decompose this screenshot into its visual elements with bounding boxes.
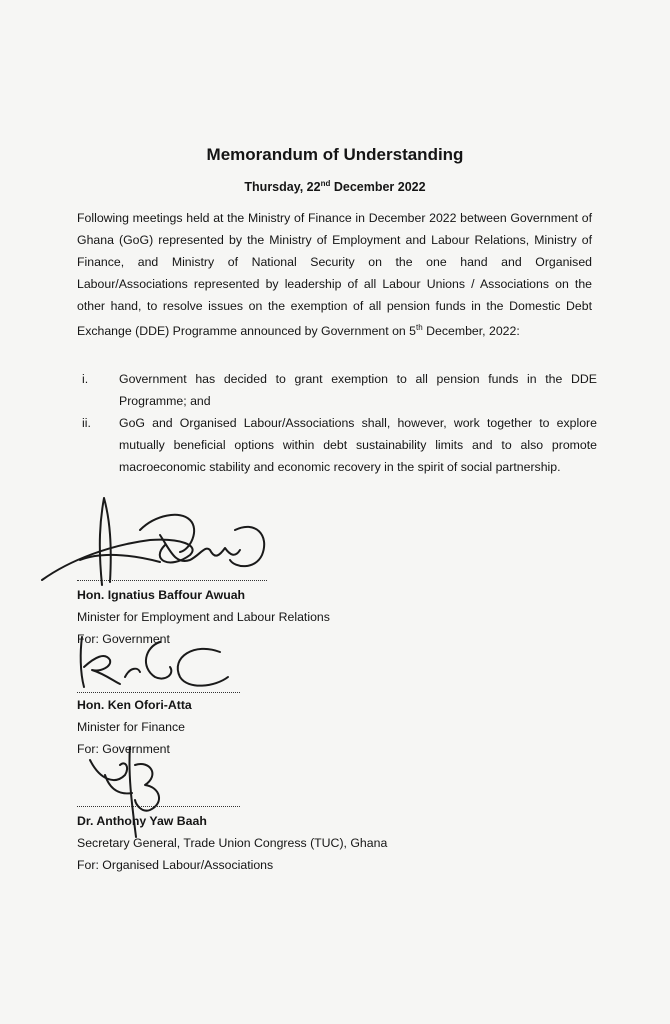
signatory-3 <box>77 810 387 876</box>
signature-2-image <box>70 632 240 692</box>
list-item <box>77 368 597 412</box>
list-item-number: ii. <box>82 416 91 430</box>
signatory-for: For: Government <box>77 742 170 756</box>
signatory-name: Hon. Ignatius Baffour Awuah <box>77 588 246 602</box>
signatory-title: Secretary General, Trade Union Congress (TUC), Ghana <box>77 836 388 850</box>
resolution-list <box>77 368 597 478</box>
signatory-for: For: Government <box>77 632 170 646</box>
signatory-title: Minister for Finance <box>77 720 185 734</box>
signature-line-2 <box>77 692 240 693</box>
signature-line-3 <box>77 806 240 807</box>
date-suffix: December 2022 <box>330 180 426 195</box>
list-item-text: Government has decided to grant exemption to all pension funds in the DDE Programme; and <box>119 372 597 408</box>
signatory-title: Minister for Employment and Labour Relations <box>77 610 330 624</box>
signature-1-image <box>40 490 270 590</box>
date-sup: nd <box>320 179 331 188</box>
list-item <box>77 412 597 478</box>
intro-text: Following meetings held at the Ministry of Finance in December 2022 between Government of Ghana (GoG) represented by the Ministry of Employment and Labour Relations, Ministry of Finance, and Ministry of National Security on the one hand and Organised Labour/Associations represented by leadership of all Labour Unions / Associations on the other hand, to resolve issues on the exemption of all pension funds in the Domestic Debt Exchange (DDE) Programme announced by Government on 5 <box>77 211 592 339</box>
list-item-number: i. <box>82 372 89 386</box>
intro-paragraph <box>77 207 592 342</box>
memo-title: Memorandum of Understanding <box>206 145 464 164</box>
signatory-name: Dr. Anthony Yaw Baah <box>77 814 207 828</box>
memo-date <box>0 179 670 194</box>
signatory-name: Hon. Ken Ofori-Atta <box>77 698 192 712</box>
list-item-text: GoG and Organised Labour/Associations shall, however, work together to explore mutually beneficial options within debt sustainability limits and to also promote macroeconomic stability and economic recovery in the spirit of social partnership. <box>119 416 597 474</box>
intro-sup: th <box>416 323 423 332</box>
date-prefix: Thursday, 22 <box>244 180 321 195</box>
intro-end: December, 2022: <box>422 324 520 339</box>
signature-line-1 <box>77 580 267 581</box>
signatory-for: For: Organised Labour/Associations <box>77 858 274 872</box>
